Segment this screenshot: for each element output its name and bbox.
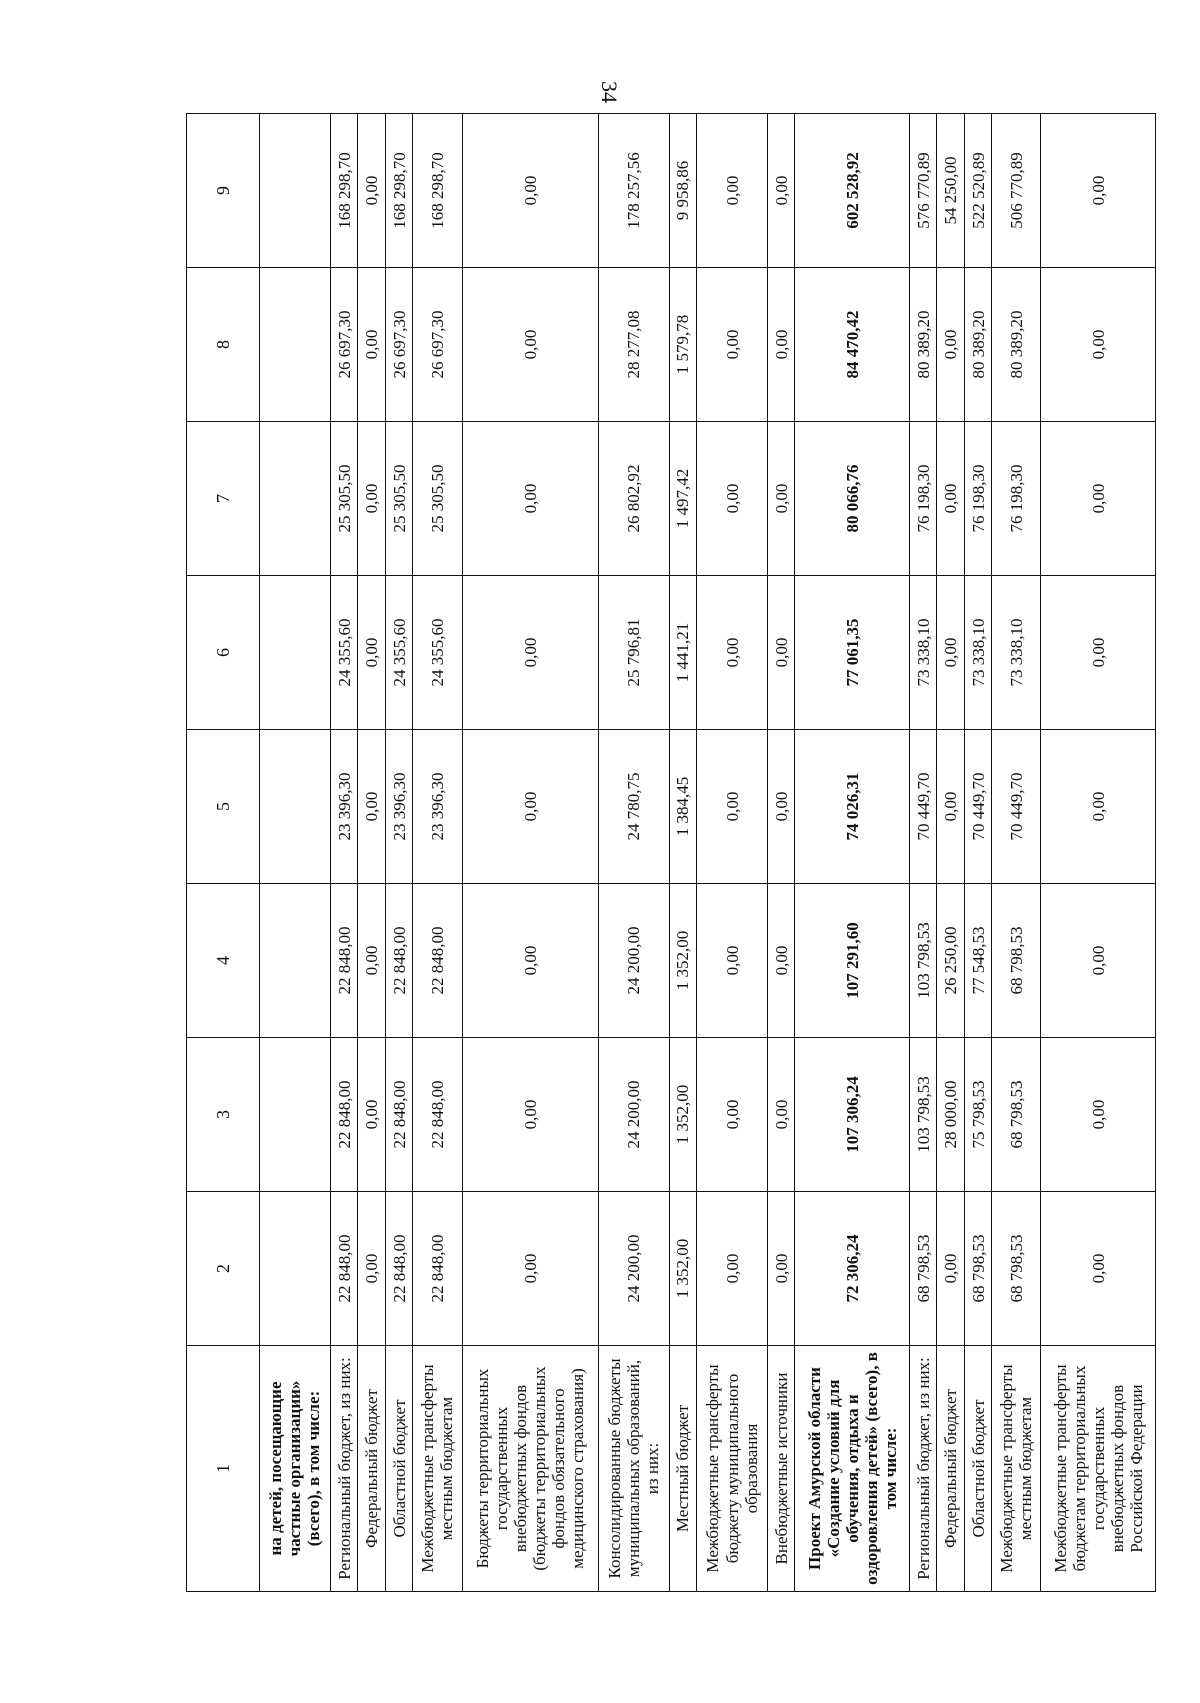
value-cell: 1 352,00 (669, 884, 696, 1038)
value-cell: 0,00 (697, 730, 768, 884)
value-cell: 1 497,42 (669, 422, 696, 576)
column-header: 2 (187, 1192, 260, 1346)
value-cell: 168 298,70 (330, 114, 357, 268)
value-cell: 0,00 (768, 114, 795, 268)
value-cell: 1 352,00 (669, 1192, 696, 1346)
value-cell: 0,00 (697, 884, 768, 1038)
value-cell: 0,00 (768, 1038, 795, 1192)
value-cell: 25 305,50 (330, 422, 357, 576)
value-cell: 26 697,30 (413, 268, 462, 422)
value-cell: 0,00 (1041, 1192, 1156, 1346)
value-cell: 84 470,42 (795, 268, 909, 422)
value-cell: 22 848,00 (385, 1192, 412, 1346)
table-row (909, 114, 936, 1592)
table-row (768, 114, 795, 1592)
table-row (937, 114, 964, 1592)
row-label: Бюджеты территориальных государственных внебюджетных фондов (бюджеты территориальных фондов обязательного медицинского страхования) (462, 1346, 598, 1592)
value-cell: 0,00 (462, 268, 598, 422)
value-cell: 68 798,53 (992, 884, 1041, 1038)
row-label: Региональный бюджет, из них: (909, 1346, 936, 1592)
value-cell: 28 277,08 (598, 268, 669, 422)
row-label: Внебюджетные источники (768, 1346, 795, 1592)
value-cell: 73 338,10 (992, 576, 1041, 730)
value-cell: 168 298,70 (385, 114, 412, 268)
value-cell: 0,00 (358, 114, 385, 268)
value-cell: 0,00 (768, 884, 795, 1038)
page-number: 34 (597, 81, 622, 103)
value-cell: 72 306,24 (795, 1192, 909, 1346)
value-cell: 23 396,30 (330, 730, 357, 884)
value-cell: 28 000,00 (937, 1038, 964, 1192)
value-cell: 0,00 (462, 1038, 598, 1192)
row-label: Межбюджетные трансферты бюджету муниципального образования (697, 1346, 768, 1592)
value-cell (260, 884, 331, 1038)
table-row (669, 114, 696, 1592)
value-cell: 0,00 (1041, 1038, 1156, 1192)
value-cell: 0,00 (462, 1192, 598, 1346)
value-cell: 0,00 (1041, 268, 1156, 422)
value-cell: 24 200,00 (598, 1038, 669, 1192)
value-cell: 80 389,20 (964, 268, 991, 422)
value-cell: 0,00 (1041, 114, 1156, 268)
table-row (598, 114, 669, 1592)
value-cell: 76 198,30 (992, 422, 1041, 576)
row-label: Областной бюджет (385, 1346, 412, 1592)
value-cell: 0,00 (768, 422, 795, 576)
column-header: 1 (187, 1346, 260, 1592)
row-label: на детей, посещающие частные организации» (всего), в том числе: (260, 1346, 331, 1592)
value-cell: 77 061,35 (795, 576, 909, 730)
value-cell: 1 441,21 (669, 576, 696, 730)
value-cell: 26 697,30 (330, 268, 357, 422)
value-cell: 25 796,81 (598, 576, 669, 730)
value-cell: 68 798,53 (992, 1038, 1041, 1192)
value-cell: 25 305,50 (385, 422, 412, 576)
value-cell: 70 449,70 (992, 730, 1041, 884)
value-cell: 68 798,53 (964, 1192, 991, 1346)
value-cell (260, 730, 331, 884)
budget-table (186, 113, 1156, 1592)
value-cell (260, 1038, 331, 1192)
table-row (358, 114, 385, 1592)
table-row (413, 114, 462, 1592)
header-row (187, 114, 260, 1592)
value-cell: 24 355,60 (413, 576, 462, 730)
value-cell: 74 026,31 (795, 730, 909, 884)
row-label: Областной бюджет (964, 1346, 991, 1592)
value-cell: 80 389,20 (909, 268, 936, 422)
value-cell: 0,00 (768, 268, 795, 422)
value-cell: 26 250,00 (937, 884, 964, 1038)
value-cell: 0,00 (358, 576, 385, 730)
value-cell: 0,00 (697, 576, 768, 730)
row-label: Федеральный бюджет (937, 1346, 964, 1592)
column-header: 9 (187, 114, 260, 268)
value-cell: 70 449,70 (964, 730, 991, 884)
value-cell: 107 291,60 (795, 884, 909, 1038)
value-cell: 22 848,00 (385, 884, 412, 1038)
value-cell: 103 798,53 (909, 1038, 936, 1192)
value-cell: 22 848,00 (413, 1192, 462, 1346)
table-row (330, 114, 357, 1592)
value-cell: 0,00 (768, 1192, 795, 1346)
value-cell: 26 802,92 (598, 422, 669, 576)
value-cell: 22 848,00 (413, 1038, 462, 1192)
value-cell: 1 579,78 (669, 268, 696, 422)
value-cell: 73 338,10 (909, 576, 936, 730)
row-label: Региональный бюджет, из них: (330, 1346, 357, 1592)
table-row (462, 114, 598, 1592)
value-cell: 68 798,53 (909, 1192, 936, 1346)
column-header: 6 (187, 576, 260, 730)
value-cell: 0,00 (462, 884, 598, 1038)
value-cell: 73 338,10 (964, 576, 991, 730)
value-cell: 0,00 (358, 268, 385, 422)
value-cell: 80 066,76 (795, 422, 909, 576)
value-cell: 0,00 (462, 422, 598, 576)
table-row (260, 114, 331, 1592)
value-cell: 68 798,53 (992, 1192, 1041, 1346)
value-cell: 0,00 (358, 730, 385, 884)
value-cell: 24 355,60 (385, 576, 412, 730)
value-cell: 178 257,56 (598, 114, 669, 268)
table-row (697, 114, 768, 1592)
table-row (964, 114, 991, 1592)
table-row (992, 114, 1041, 1592)
budget-table-body (187, 114, 1156, 1592)
table-row (795, 114, 909, 1592)
value-cell: 0,00 (697, 422, 768, 576)
value-cell: 1 384,45 (669, 730, 696, 884)
value-cell: 0,00 (937, 730, 964, 884)
row-label: Межбюджетные трансферты местным бюджетам (413, 1346, 462, 1592)
value-cell: 0,00 (358, 422, 385, 576)
value-cell: 26 697,30 (385, 268, 412, 422)
value-cell: 22 848,00 (330, 884, 357, 1038)
value-cell: 24 355,60 (330, 576, 357, 730)
value-cell: 522 520,89 (964, 114, 991, 268)
value-cell: 0,00 (937, 422, 964, 576)
table-row (385, 114, 412, 1592)
value-cell: 77 548,53 (964, 884, 991, 1038)
row-label: Межбюджетные трансферты бюджетам территориальных государственных внебюджетных фондов Российской Федерации (1041, 1346, 1156, 1592)
value-cell: 0,00 (462, 576, 598, 730)
value-cell (260, 576, 331, 730)
row-label: Консолидированные бюджеты муниципальных образований, из них: (598, 1346, 669, 1592)
value-cell: 9 958,86 (669, 114, 696, 268)
value-cell: 0,00 (937, 268, 964, 422)
value-cell: 0,00 (697, 268, 768, 422)
column-header: 5 (187, 730, 260, 884)
column-header: 3 (187, 1038, 260, 1192)
row-label: Межбюджетные трансферты местным бюджетам (992, 1346, 1041, 1592)
value-cell: 70 449,70 (909, 730, 936, 884)
value-cell: 0,00 (358, 884, 385, 1038)
value-cell: 168 298,70 (413, 114, 462, 268)
value-cell: 107 306,24 (795, 1038, 909, 1192)
value-cell: 1 352,00 (669, 1038, 696, 1192)
row-label: Проект Амурской области «Создание условий для обучения, отдыха и оздоровления детей» (всего), в том числе: (795, 1346, 909, 1592)
value-cell: 0,00 (937, 1192, 964, 1346)
value-cell: 25 305,50 (413, 422, 462, 576)
value-cell: 506 770,89 (992, 114, 1041, 268)
value-cell: 576 770,89 (909, 114, 936, 268)
value-cell: 22 848,00 (413, 884, 462, 1038)
value-cell: 80 389,20 (992, 268, 1041, 422)
row-label: Федеральный бюджет (358, 1346, 385, 1592)
value-cell: 0,00 (768, 576, 795, 730)
value-cell (260, 268, 331, 422)
value-cell: 23 396,30 (385, 730, 412, 884)
column-header: 7 (187, 422, 260, 576)
value-cell: 24 200,00 (598, 1192, 669, 1346)
value-cell: 103 798,53 (909, 884, 936, 1038)
value-cell (260, 1192, 331, 1346)
value-cell: 54 250,00 (937, 114, 964, 268)
value-cell: 0,00 (358, 1192, 385, 1346)
value-cell: 76 198,30 (964, 422, 991, 576)
value-cell: 0,00 (697, 1038, 768, 1192)
value-cell: 0,00 (462, 114, 598, 268)
value-cell: 602 528,92 (795, 114, 909, 268)
value-cell: 0,00 (697, 1192, 768, 1346)
value-cell: 0,00 (697, 114, 768, 268)
value-cell: 22 848,00 (330, 1192, 357, 1346)
value-cell: 24 780,75 (598, 730, 669, 884)
value-cell: 0,00 (937, 576, 964, 730)
value-cell: 0,00 (1041, 884, 1156, 1038)
value-cell: 75 798,53 (964, 1038, 991, 1192)
value-cell: 24 200,00 (598, 884, 669, 1038)
value-cell: 22 848,00 (330, 1038, 357, 1192)
value-cell: 0,00 (1041, 422, 1156, 576)
value-cell: 22 848,00 (385, 1038, 412, 1192)
column-header: 4 (187, 884, 260, 1038)
table-row (1041, 114, 1156, 1592)
value-cell: 0,00 (462, 730, 598, 884)
value-cell: 23 396,30 (413, 730, 462, 884)
column-header: 8 (187, 268, 260, 422)
value-cell: 0,00 (1041, 730, 1156, 884)
value-cell: 0,00 (1041, 576, 1156, 730)
value-cell (260, 114, 331, 268)
value-cell (260, 422, 331, 576)
value-cell: 76 198,30 (909, 422, 936, 576)
value-cell: 0,00 (358, 1038, 385, 1192)
value-cell: 0,00 (768, 730, 795, 884)
rotated-table-wrapper (186, 114, 1156, 1592)
row-label: Местный бюджет (669, 1346, 696, 1592)
